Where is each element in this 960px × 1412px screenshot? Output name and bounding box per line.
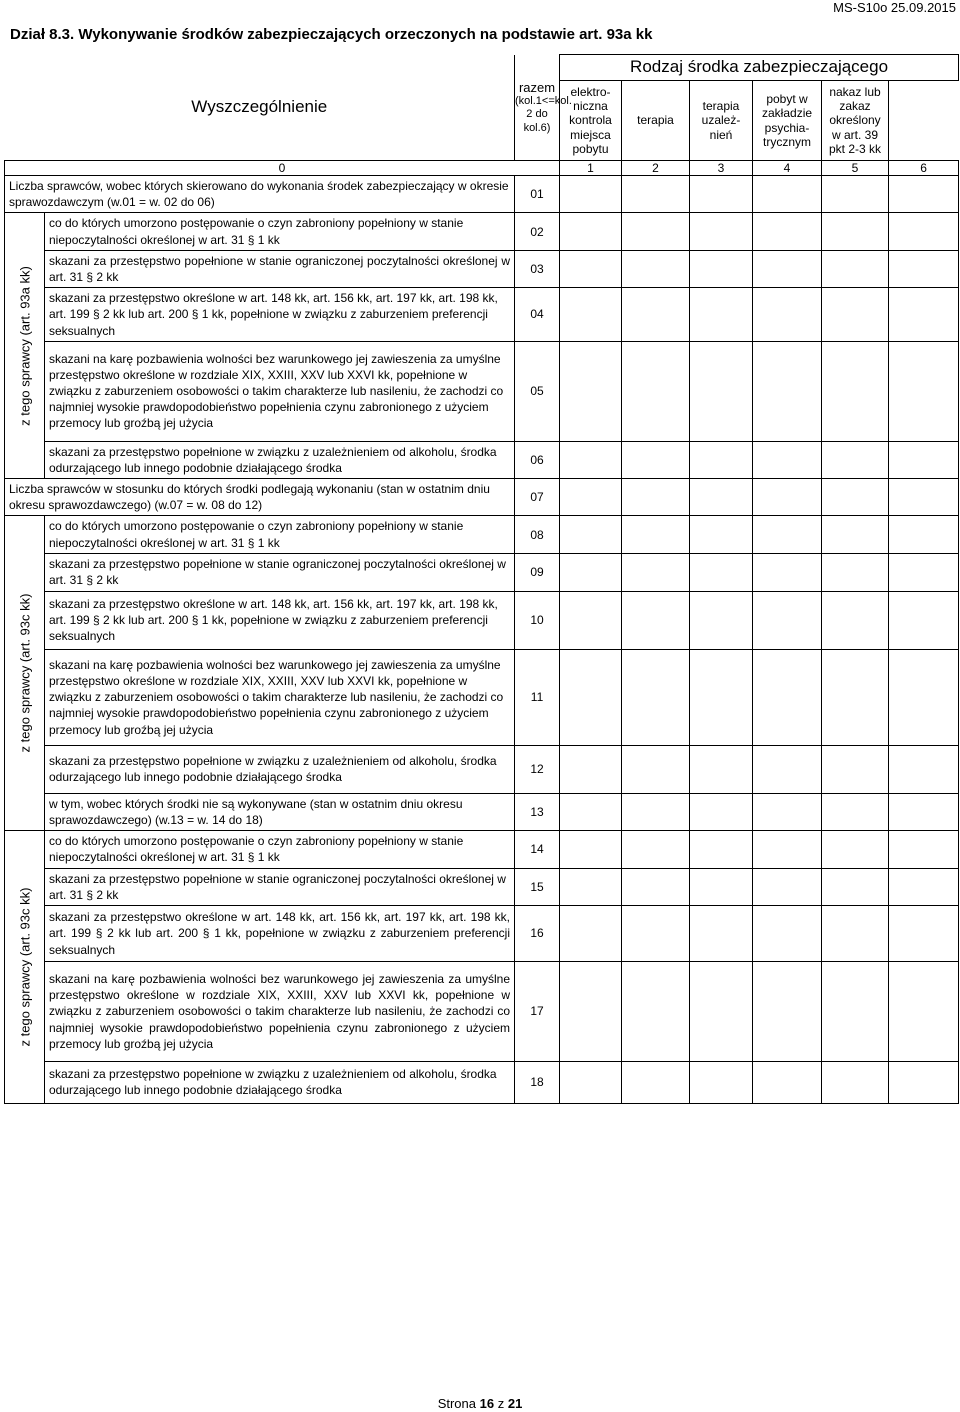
row-11-cell[interactable] xyxy=(822,649,889,745)
footer-page: 16 xyxy=(479,1396,495,1411)
row-15-number: 15 xyxy=(515,868,560,905)
page-footer xyxy=(0,1396,960,1411)
row-05-cell[interactable] xyxy=(889,341,959,441)
row-05-cell[interactable] xyxy=(822,341,889,441)
row-12-label: skazani za przestępstwo popełnione w związku z uzależnieniem od alkoholu, środka odurzającego lub innego podobnie działającego środka xyxy=(45,745,515,793)
row-11-label: skazani na karę pozbawienia wolności bez warunkowego jej zawieszenia za umyślne przestępstwo określone w rozdziale XIX, XXIII, XXV lub XXVI kk, popełnione w związku z zaburzeniem osobowości o takim charakterze lub nasileniu, że zachodzi co najmniej wysokie prawdopodobieństwo popełnienia czynu zabronionego z użyciem przemocy lub groźbą jej użycia xyxy=(45,649,515,745)
col-electronic-monitoring: elektro- niczna kontrola miejsca pobytu xyxy=(560,81,622,161)
total-header-note2: 2 do kol.6) xyxy=(523,108,551,134)
row-03-cell[interactable] xyxy=(753,250,822,287)
row-14-cell[interactable] xyxy=(560,831,622,868)
row-17-cell[interactable] xyxy=(690,961,753,1061)
total-header xyxy=(515,79,572,135)
row-01-cell[interactable] xyxy=(560,176,622,213)
measure-type-header: Rodzaj środka zabezpieczającego xyxy=(560,55,959,81)
row-17-cell[interactable] xyxy=(560,961,622,1061)
col-number-5: 5 xyxy=(822,161,889,176)
row-18-label: skazani za przestępstwo popełnione w związku z uzależnieniem od alkoholu, środka odurzającego lub innego podobnie działającego środka xyxy=(45,1061,515,1103)
data-table xyxy=(4,54,959,1104)
row-07-number: 07 xyxy=(515,479,560,516)
row-15-cell[interactable] xyxy=(690,868,753,905)
row-10-cell[interactable] xyxy=(560,591,622,649)
row-07-cell[interactable] xyxy=(753,479,822,516)
total-header-label: razem xyxy=(518,79,556,95)
row-03-number: 03 xyxy=(515,250,560,287)
row-07-cell[interactable] xyxy=(560,479,622,516)
col-number-3: 3 xyxy=(690,161,753,176)
row-13-cell[interactable] xyxy=(822,793,889,830)
row-15-cell[interactable] xyxy=(753,868,822,905)
row-18-cell[interactable] xyxy=(889,1061,959,1103)
row-16-cell[interactable] xyxy=(889,905,959,961)
footer-total: 21 xyxy=(507,1396,523,1411)
row-01-cell[interactable] xyxy=(753,176,822,213)
description-header: Wyszczególnienie xyxy=(191,97,328,117)
row-02-cell[interactable] xyxy=(622,213,690,250)
row-05-cell[interactable] xyxy=(753,341,822,441)
row-10-cell[interactable] xyxy=(622,591,690,649)
row-03-cell[interactable] xyxy=(622,250,690,287)
row-11-cell[interactable] xyxy=(753,649,822,745)
col-order-or-ban: nakaz lub zakaz określony w art. 39 pkt 2-3 kk xyxy=(822,81,889,161)
row-12-cell[interactable] xyxy=(889,745,959,793)
row-01-label: Liczba sprawców, wobec których skierowano do wykonania środek zabezpieczający w okresie sprawozdawczym (w.01 = w. 02 do 06) xyxy=(5,176,515,213)
col-therapy: terapia xyxy=(622,81,690,161)
row-01-cell[interactable] xyxy=(889,176,959,213)
row-06-cell[interactable] xyxy=(753,441,822,478)
col-number-4: 4 xyxy=(753,161,822,176)
row-16-cell[interactable] xyxy=(622,905,690,961)
row-17-cell[interactable] xyxy=(622,961,690,1061)
row-04-label: skazani za przestępstwo określone w art. 148 kk, art. 156 kk, art. 197 kk, art. 198 kk, art. 199 § 2 kk lub art. 200 § 1 kk, popełnione w związku z zaburzeniem preferencji seksualnych xyxy=(45,288,515,342)
row-17-label: skazani na karę pozbawienia wolności bez warunkowego jej zawieszenia za umyślne przestępstwo określone w rozdziale XIX, XXIII, XXV lub XXVI kk, popełnione w związku z zaburzeniem osobowości o takim charakterze lub nasileniu, że zachodzi co najmniej wysokie prawdopodobieństwo popełnienia czynu zabronionego z użyciem przemocy lub groźbą jej użycia xyxy=(45,961,515,1061)
row-12-cell[interactable] xyxy=(622,745,690,793)
row-04-cell[interactable] xyxy=(822,288,889,342)
row-16-cell[interactable] xyxy=(822,905,889,961)
row-04-cell[interactable] xyxy=(690,288,753,342)
row-15-label: skazani za przestępstwo popełnione w stanie ograniczonej poczytalności określonej w art. 31 § 2 kk xyxy=(45,868,515,905)
col-number-2: 2 xyxy=(622,161,690,176)
row-16-number: 16 xyxy=(515,905,560,961)
row-11-number: 11 xyxy=(515,649,560,745)
row-09-cell[interactable] xyxy=(560,553,622,591)
row-08-cell[interactable] xyxy=(889,516,959,553)
row-09-cell[interactable] xyxy=(753,553,822,591)
row-09-cell[interactable] xyxy=(889,553,959,591)
row-13-cell[interactable] xyxy=(889,793,959,830)
row-08-label: co do których umorzono postępowanie o czyn zabroniony popełniony w stanie niepoczytalności określonej w art. 31 § 1 kk xyxy=(45,516,515,553)
row-07-cell[interactable] xyxy=(690,479,753,516)
row-17-number: 17 xyxy=(515,961,560,1061)
row-15-cell[interactable] xyxy=(889,868,959,905)
row-06-label: skazani za przestępstwo popełnione w związku z uzależnieniem od alkoholu, środka odurzającego lub innego podobnie działającego środka xyxy=(45,441,515,478)
row-03-cell[interactable] xyxy=(560,250,622,287)
row-18-cell[interactable] xyxy=(753,1061,822,1103)
row-08-cell[interactable] xyxy=(622,516,690,553)
row-07-cell[interactable] xyxy=(622,479,690,516)
row-18-number: 18 xyxy=(515,1061,560,1103)
col-psychiatric-stay: pobyt w zakładzie psychia- trycznym xyxy=(753,81,822,161)
row-10-number: 10 xyxy=(515,591,560,649)
row-10-cell[interactable] xyxy=(822,591,889,649)
row-04-cell[interactable] xyxy=(560,288,622,342)
row-07-cell[interactable] xyxy=(822,479,889,516)
form-id: MS-S10o 25.09.2015 xyxy=(833,0,956,15)
row-05-cell[interactable] xyxy=(560,341,622,441)
row-09-cell[interactable] xyxy=(690,553,753,591)
row-04-cell[interactable] xyxy=(622,288,690,342)
row-10-cell[interactable] xyxy=(753,591,822,649)
row-02-cell[interactable] xyxy=(753,213,822,250)
row-02-cell[interactable] xyxy=(889,213,959,250)
row-02-label: co do których umorzono postępowanie o czyn zabroniony popełniony w stanie niepoczytalności określonej w art. 31 § 1 kk xyxy=(45,213,515,250)
row-01-cell[interactable] xyxy=(822,176,889,213)
row-06-cell[interactable] xyxy=(560,441,622,478)
row-03-cell[interactable] xyxy=(889,250,959,287)
row-14-cell[interactable] xyxy=(889,831,959,868)
row-16-label: skazani za przestępstwo określone w art. 148 kk, art. 156 kk, art. 197 kk, art. 198 kk, art. 199 § 2 kk lub art. 200 § 1 kk, popełnione w związku z zaburzeniem preferencji seksualnych xyxy=(45,905,515,961)
row-07-cell[interactable] xyxy=(889,479,959,516)
footer-prefix: Strona xyxy=(437,1396,476,1411)
row-07-label: Liczba sprawców w stosunku do których środki podlegają wykonaniu (stan w ostatnim dniu okresu sprawozdawczego) (w.07 = w. 08 do 12) xyxy=(5,479,515,516)
row-13-number: 13 xyxy=(515,793,560,830)
row-02-cell[interactable] xyxy=(690,213,753,250)
row-01-number: 01 xyxy=(515,176,560,213)
row-10-cell[interactable] xyxy=(889,591,959,649)
row-14-cell[interactable] xyxy=(690,831,753,868)
row-06-number: 06 xyxy=(515,441,560,478)
row-18-cell[interactable] xyxy=(560,1061,622,1103)
row-15-cell[interactable] xyxy=(822,868,889,905)
side-label-group1: z tego sprawcy (art. 93a kk) xyxy=(5,213,45,479)
col-number-0: 0 xyxy=(5,161,560,176)
row-05-cell[interactable] xyxy=(622,341,690,441)
row-04-cell[interactable] xyxy=(753,288,822,342)
row-12-cell[interactable] xyxy=(753,745,822,793)
row-16-cell[interactable] xyxy=(690,905,753,961)
row-12-cell[interactable] xyxy=(822,745,889,793)
row-02-cell[interactable] xyxy=(822,213,889,250)
row-03-cell[interactable] xyxy=(822,250,889,287)
row-17-cell[interactable] xyxy=(753,961,822,1061)
row-14-cell[interactable] xyxy=(753,831,822,868)
row-08-number: 08 xyxy=(515,516,560,553)
row-04-cell[interactable] xyxy=(889,288,959,342)
row-11-cell[interactable] xyxy=(889,649,959,745)
row-13-label: w tym, wobec których środki nie są wykonywane (stan w ostatnim dniu okresu sprawozdawczego) (w.13 = w. 14 do 18) xyxy=(45,793,515,830)
row-08-cell[interactable] xyxy=(753,516,822,553)
row-01-cell[interactable] xyxy=(690,176,753,213)
row-06-cell[interactable] xyxy=(622,441,690,478)
row-06-cell[interactable] xyxy=(889,441,959,478)
row-06-cell[interactable] xyxy=(690,441,753,478)
row-05-number: 05 xyxy=(515,341,560,441)
row-18-cell[interactable] xyxy=(822,1061,889,1103)
row-17-cell[interactable] xyxy=(822,961,889,1061)
row-12-cell[interactable] xyxy=(690,745,753,793)
row-14-number: 14 xyxy=(515,831,560,868)
row-13-cell[interactable] xyxy=(560,793,622,830)
row-08-cell[interactable] xyxy=(822,516,889,553)
row-11-cell[interactable] xyxy=(622,649,690,745)
row-15-cell[interactable] xyxy=(560,868,622,905)
row-18-cell[interactable] xyxy=(690,1061,753,1103)
row-12-number: 12 xyxy=(515,745,560,793)
section-title: Dział 8.3. Wykonywanie środków zabezpieczających orzeczonych na podstawie art. 93a kk xyxy=(10,26,653,43)
row-05-label: skazani na karę pozbawienia wolności bez warunkowego jej zawieszenia za umyślne przestępstwo określone w rozdziale XIX, XXIII, XXV lub XXVI kk, popełnione w związku z zaburzeniem osobowości o takim charakterze lub nasileniu, że zachodzi co najmniej wysokie prawdopodobieństwo popełnienia czynu zabronionego z użyciem przemocy lub groźbą jej użycia xyxy=(45,341,515,441)
row-01-cell[interactable] xyxy=(622,176,690,213)
row-02-number: 02 xyxy=(515,213,560,250)
col-number-6: 6 xyxy=(889,161,959,176)
row-14-label: co do których umorzono postępowanie o czyn zabroniony popełniony w stanie niepoczytalności określonej w art. 31 § 1 kk xyxy=(45,831,515,868)
row-11-cell[interactable] xyxy=(690,649,753,745)
row-13-cell[interactable] xyxy=(622,793,690,830)
row-02-cell[interactable] xyxy=(560,213,622,250)
row-11-cell[interactable] xyxy=(560,649,622,745)
row-16-cell[interactable] xyxy=(560,905,622,961)
row-03-label: skazani za przestępstwo popełnione w stanie ograniczonej poczytalności określonej w art. 31 § 2 kk xyxy=(45,250,515,287)
row-13-cell[interactable] xyxy=(753,793,822,830)
row-08-cell[interactable] xyxy=(690,516,753,553)
footer-sep: z xyxy=(497,1396,505,1411)
col-number-1: 1 xyxy=(560,161,622,176)
row-13-cell[interactable] xyxy=(690,793,753,830)
row-09-cell[interactable] xyxy=(822,553,889,591)
side-label-group3: z tego sprawcy (art. 93c kk) xyxy=(5,831,45,1104)
row-10-cell[interactable] xyxy=(690,591,753,649)
row-16-cell[interactable] xyxy=(753,905,822,961)
row-08-cell[interactable] xyxy=(560,516,622,553)
row-17-cell[interactable] xyxy=(889,961,959,1061)
row-09-number: 09 xyxy=(515,553,560,591)
side-label-group2: z tego sprawcy (art. 93c kk) xyxy=(5,516,45,831)
row-09-cell[interactable] xyxy=(622,553,690,591)
row-06-cell[interactable] xyxy=(822,441,889,478)
row-10-label: skazani za przestępstwo określone w art. 148 kk, art. 156 kk, art. 197 kk, art. 198 kk, art. 199 § 2 kk lub art. 200 § 1 kk, popełnione w związku z zaburzeniem preferencji seksualnych xyxy=(45,591,515,649)
col-addiction-therapy: terapia uzależ- nień xyxy=(690,81,753,161)
row-14-cell[interactable] xyxy=(822,831,889,868)
row-18-cell[interactable] xyxy=(622,1061,690,1103)
row-03-cell[interactable] xyxy=(690,250,753,287)
row-15-cell[interactable] xyxy=(622,868,690,905)
row-09-label: skazani za przestępstwo popełnione w stanie ograniczonej poczytalności określonej w art. 31 § 2 kk xyxy=(45,553,515,591)
total-header-note1: (kol.1<=kol. xyxy=(515,95,572,108)
row-05-cell[interactable] xyxy=(690,341,753,441)
row-12-cell[interactable] xyxy=(560,745,622,793)
row-14-cell[interactable] xyxy=(622,831,690,868)
row-04-number: 04 xyxy=(515,288,560,342)
